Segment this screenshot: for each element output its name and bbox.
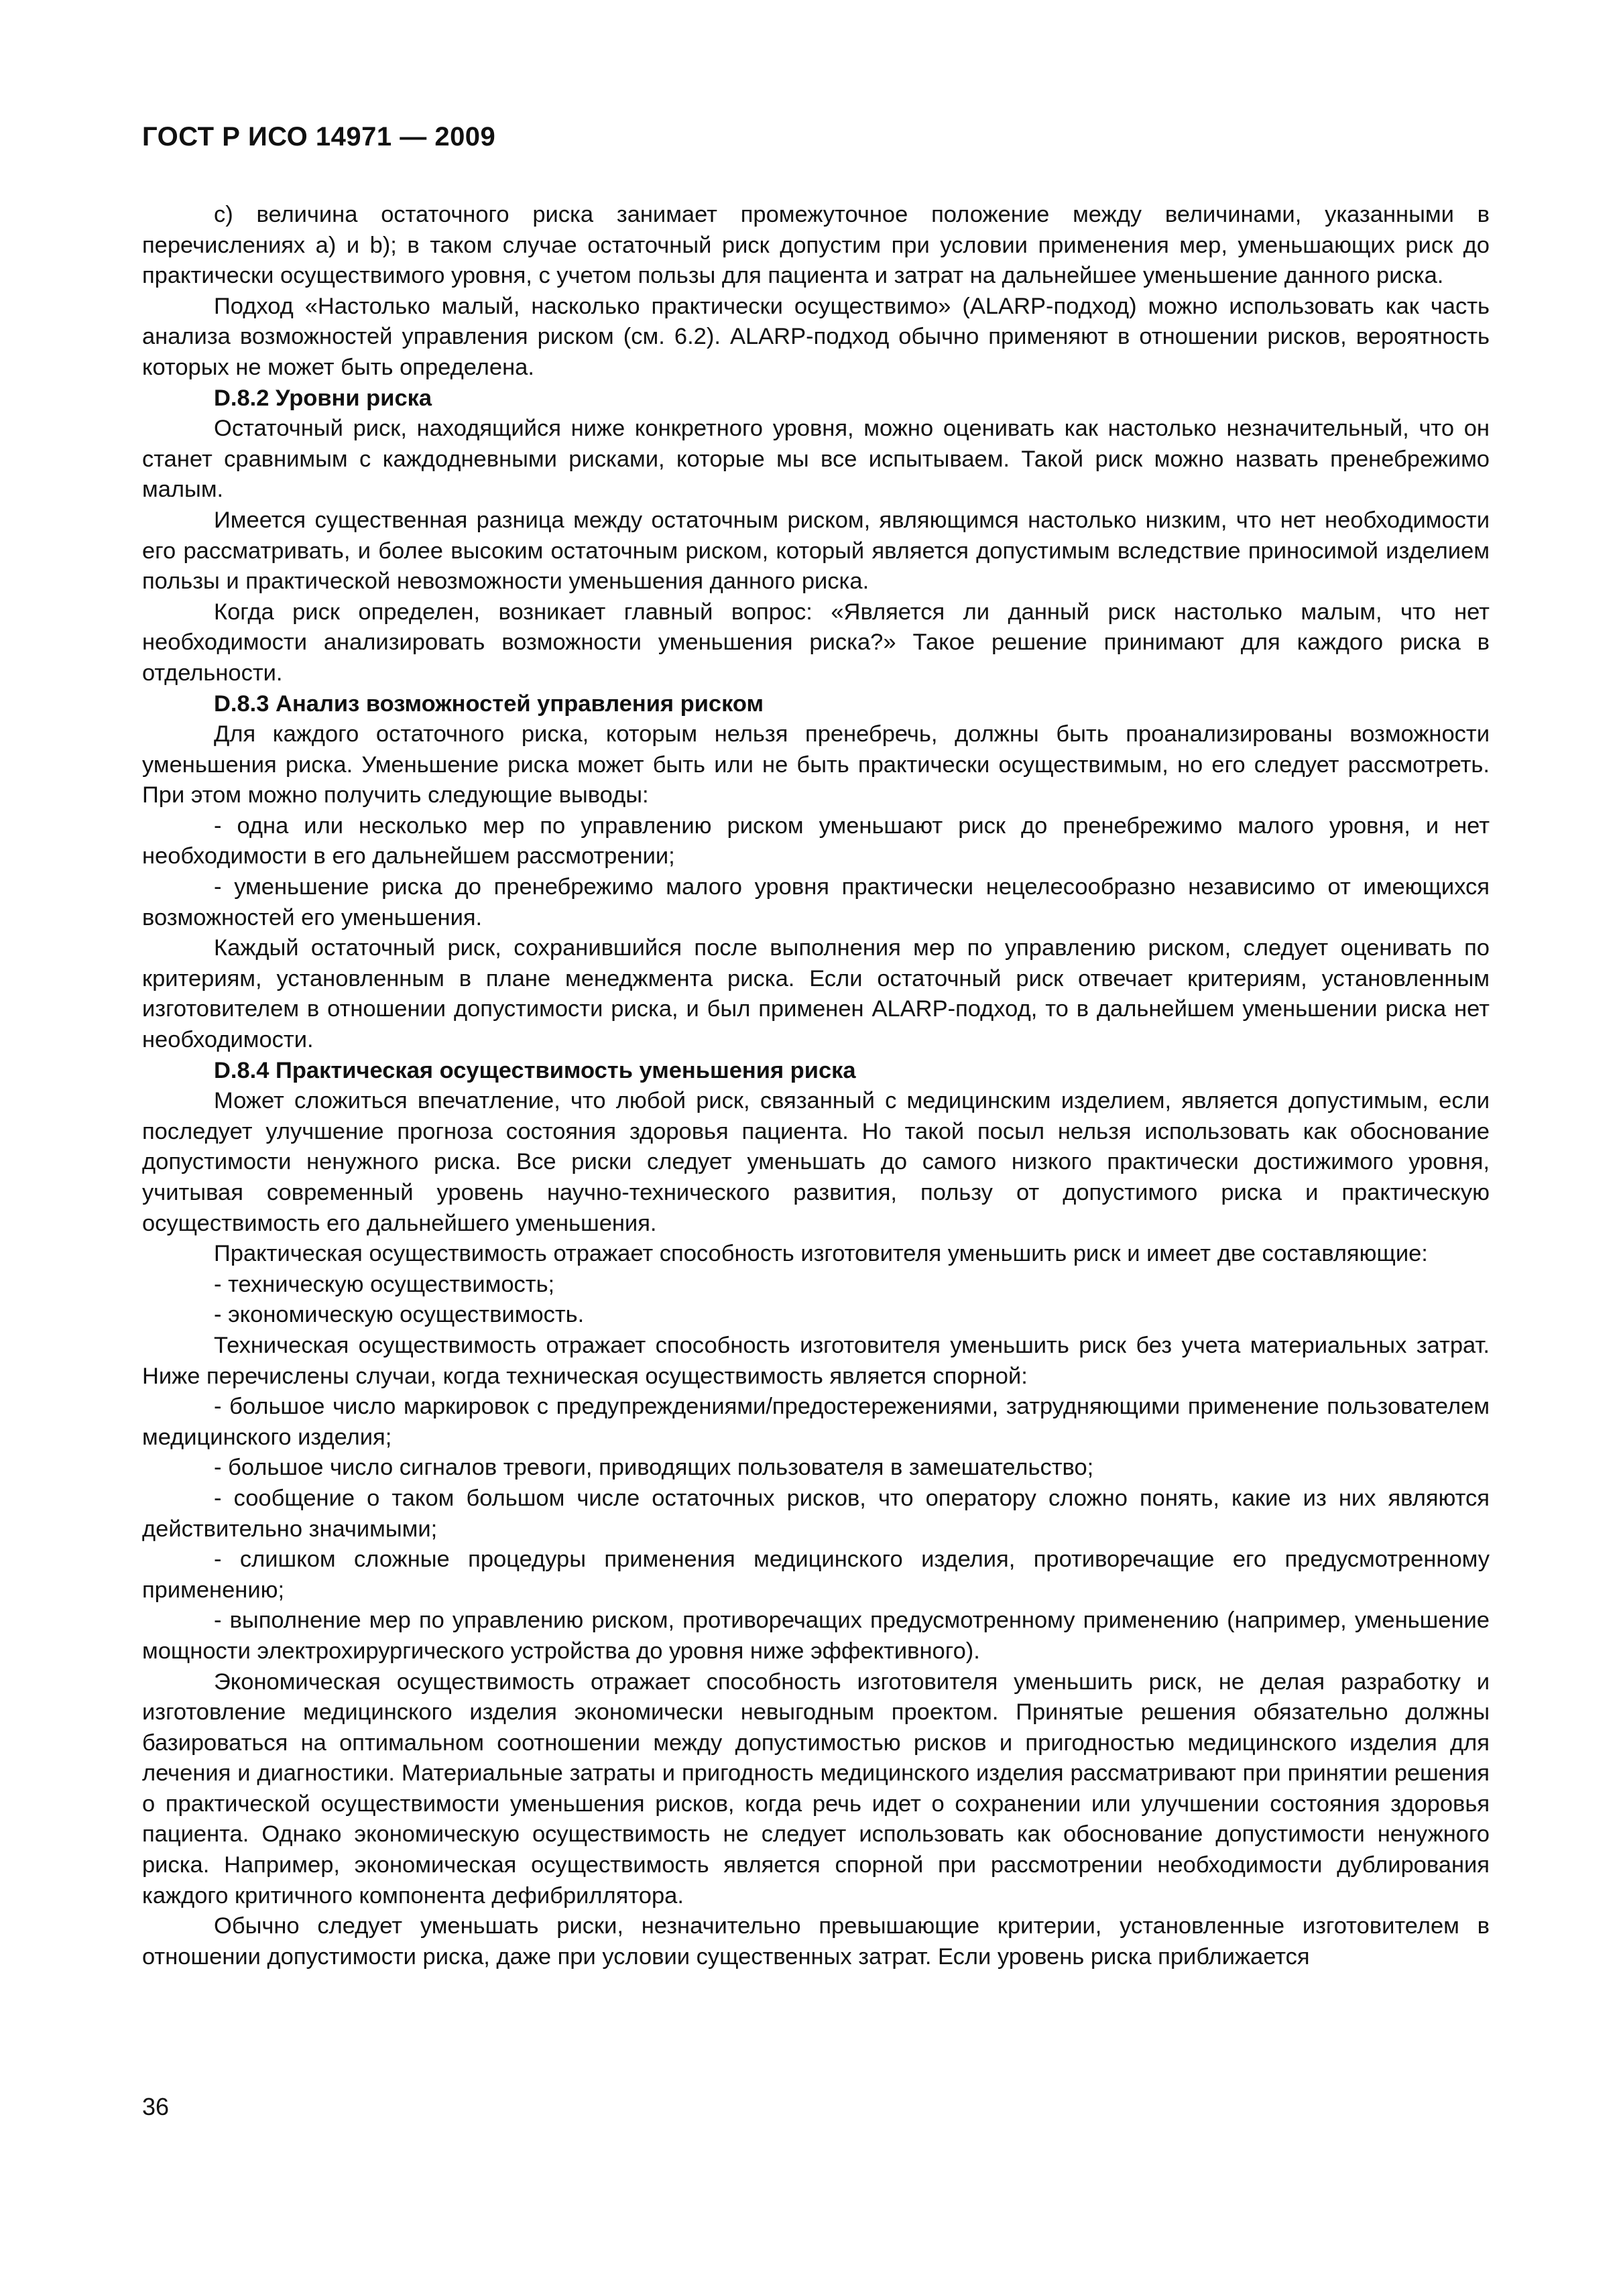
paragraph: Техническая осуществимость отражает способность изготовителя уменьшить риск без учета материальных затрат. Ниже перечислены случаи, когда техническая осуществимость является спорной: (142, 1332, 1490, 1389)
paragraph: Каждый остаточный риск, сохранившийся после выполнения мер по управлению риском, следует оценивать по критериям, установленным в плане менеджмента риска. Если остаточный риск отвечает критериям, установленным изготовителем в отношении допустимости риска, и был применен ALARP-подход, то в дальнейшем уменьшении риска нет необходимости. (142, 935, 1490, 1053)
list-item: - экономическую осуществимость. (214, 1302, 585, 1328)
paragraph: Подход «Настолько малый, насколько практически осуществимо» (ALARP-подход) можно использовать как часть анализа возможностей управления риском (см. 6.2). ALARP-подход обычно применяют в отношении рисков, вероятность которых не может быть определена. (142, 293, 1490, 380)
section-heading: D.8.2 Уровни риска (214, 385, 432, 411)
section-heading: D.8.3 Анализ возможностей управления риском (214, 690, 764, 717)
list-item: - техническую осуществимость; (214, 1271, 555, 1297)
page-number: 36 (142, 2093, 170, 2120)
list-item: - большое число сигналов тревоги, приводящих пользователя в замешательство; (214, 1455, 1094, 1481)
list-item: - выполнение мер по управлению риском, противоречащих предусмотренному применению (например, уменьшение мощности электрохирургического устройства до уровня ниже эффективного). (142, 1608, 1490, 1664)
list-item: - одна или несколько мер по управлению риском уменьшают риск до пренебрежимо малого уровня, и нет необходимости в его дальнейшем рассмотрении; (142, 812, 1490, 869)
paragraph: с) величина остаточного риска занимает промежуточное положение между величинами, указанными в перечислениях а) и b); в таком случае остаточный риск допустим при условии применения мер, уменьшающих риск до практически осуществимого уровня, с учетом пользы для пациента и затрат на дальнейшее уменьшение данного риска. (142, 202, 1490, 289)
paragraph: Обычно следует уменьшать риски, незначительно превышающие критерии, установленные изготовителем в отношении допустимости риска, даже при условии существенных затрат. Если уровень риска приближается (142, 1913, 1490, 1970)
document-body (142, 200, 1490, 1972)
document-header: ГОСТ Р ИСО 14971 — 2009 (142, 122, 496, 152)
paragraph: Остаточный риск, находящийся ниже конкретного уровня, можно оценивать как настолько незначительный, что он станет сравнимым с каждодневными рисками, которые мы все испытываем. Такой риск можно назвать пренебрежимо малым. (142, 416, 1490, 503)
list-item: - уменьшение риска до пренебрежимо малого уровня практически нецелесообразно независимо от имеющихся возможностей его уменьшения. (142, 874, 1490, 930)
paragraph: Имеется существенная разница между остаточным риском, являющимся настолько низким, что нет необходимости его рассматривать, и более высоким остаточным риском, который является допустимым вследствие приносимой изделием пользы и практической невозможности уменьшения данного риска. (142, 507, 1490, 595)
list-item: - большое число маркировок с предупреждениями/предостережениями, затрудняющими применение пользователем медицинского изделия; (142, 1394, 1490, 1450)
paragraph: Для каждого остаточного риска, которым нельзя пренебречь, должны быть проанализированы возможности уменьшения риска. Уменьшение риска может быть или не быть практически осуществимым, но его следует рассмотреть. При этом можно получить следующие выводы: (142, 721, 1490, 808)
section-heading: D.8.4 Практическая осуществимость уменьшения риска (214, 1057, 856, 1083)
list-item: - сообщение о таком большом числе остаточных рисков, что оператору сложно понять, какие из них являются действительно значимыми; (142, 1485, 1490, 1542)
paragraph: Экономическая осуществимость отражает способность изготовителя уменьшить риск, не делая разработку и изготовление медицинского изделия экономически невыгодным проектом. Принятые решения обязательно должны базироваться на оптимальном соотношении между допустимостью рисков и пригодностью медицинского изделия для лечения и диагностики. Материальные затраты и пригодность медицинского изделия рассматривают при принятии решения о практической осуществимости уменьшения рисков, когда речь идет о сохранении или улучшении состояния здоровья пациента. Однако экономическую осуществимость не следует использовать как обоснование допустимости ненужного риска. Например, экономическая осуществимость является спорной при рассмотрении необходимости дублирования каждого критичного компонента дефибриллятора. (142, 1669, 1490, 1909)
paragraph: Когда риск определен, возникает главный вопрос: «Является ли данный риск настолько малым, что нет необходимости анализировать возможности уменьшения риска?» Такое решение принимают для каждого риска в отдельности. (142, 599, 1490, 686)
paragraph: Может сложиться впечатление, что любой риск, связанный с медицинским изделием, является допустимым, если последует улучшение прогноза состояния здоровья пациента. Но такой посыл нельзя использовать как обоснование допустимости ненужного риска. Все риски следует уменьшать до самого низкого практически достижимого уровня, учитывая современный уровень научно-технического развития, пользу от допустимого риска и практическую осуществимость его дальнейшего уменьшения. (142, 1088, 1490, 1236)
paragraph: Практическая осуществимость отражает способность изготовителя уменьшить риск и имеет две составляющие: (214, 1241, 1428, 1267)
list-item: - слишком сложные процедуры применения медицинского изделия, противоречащие его предусмотренному применению; (142, 1547, 1490, 1603)
